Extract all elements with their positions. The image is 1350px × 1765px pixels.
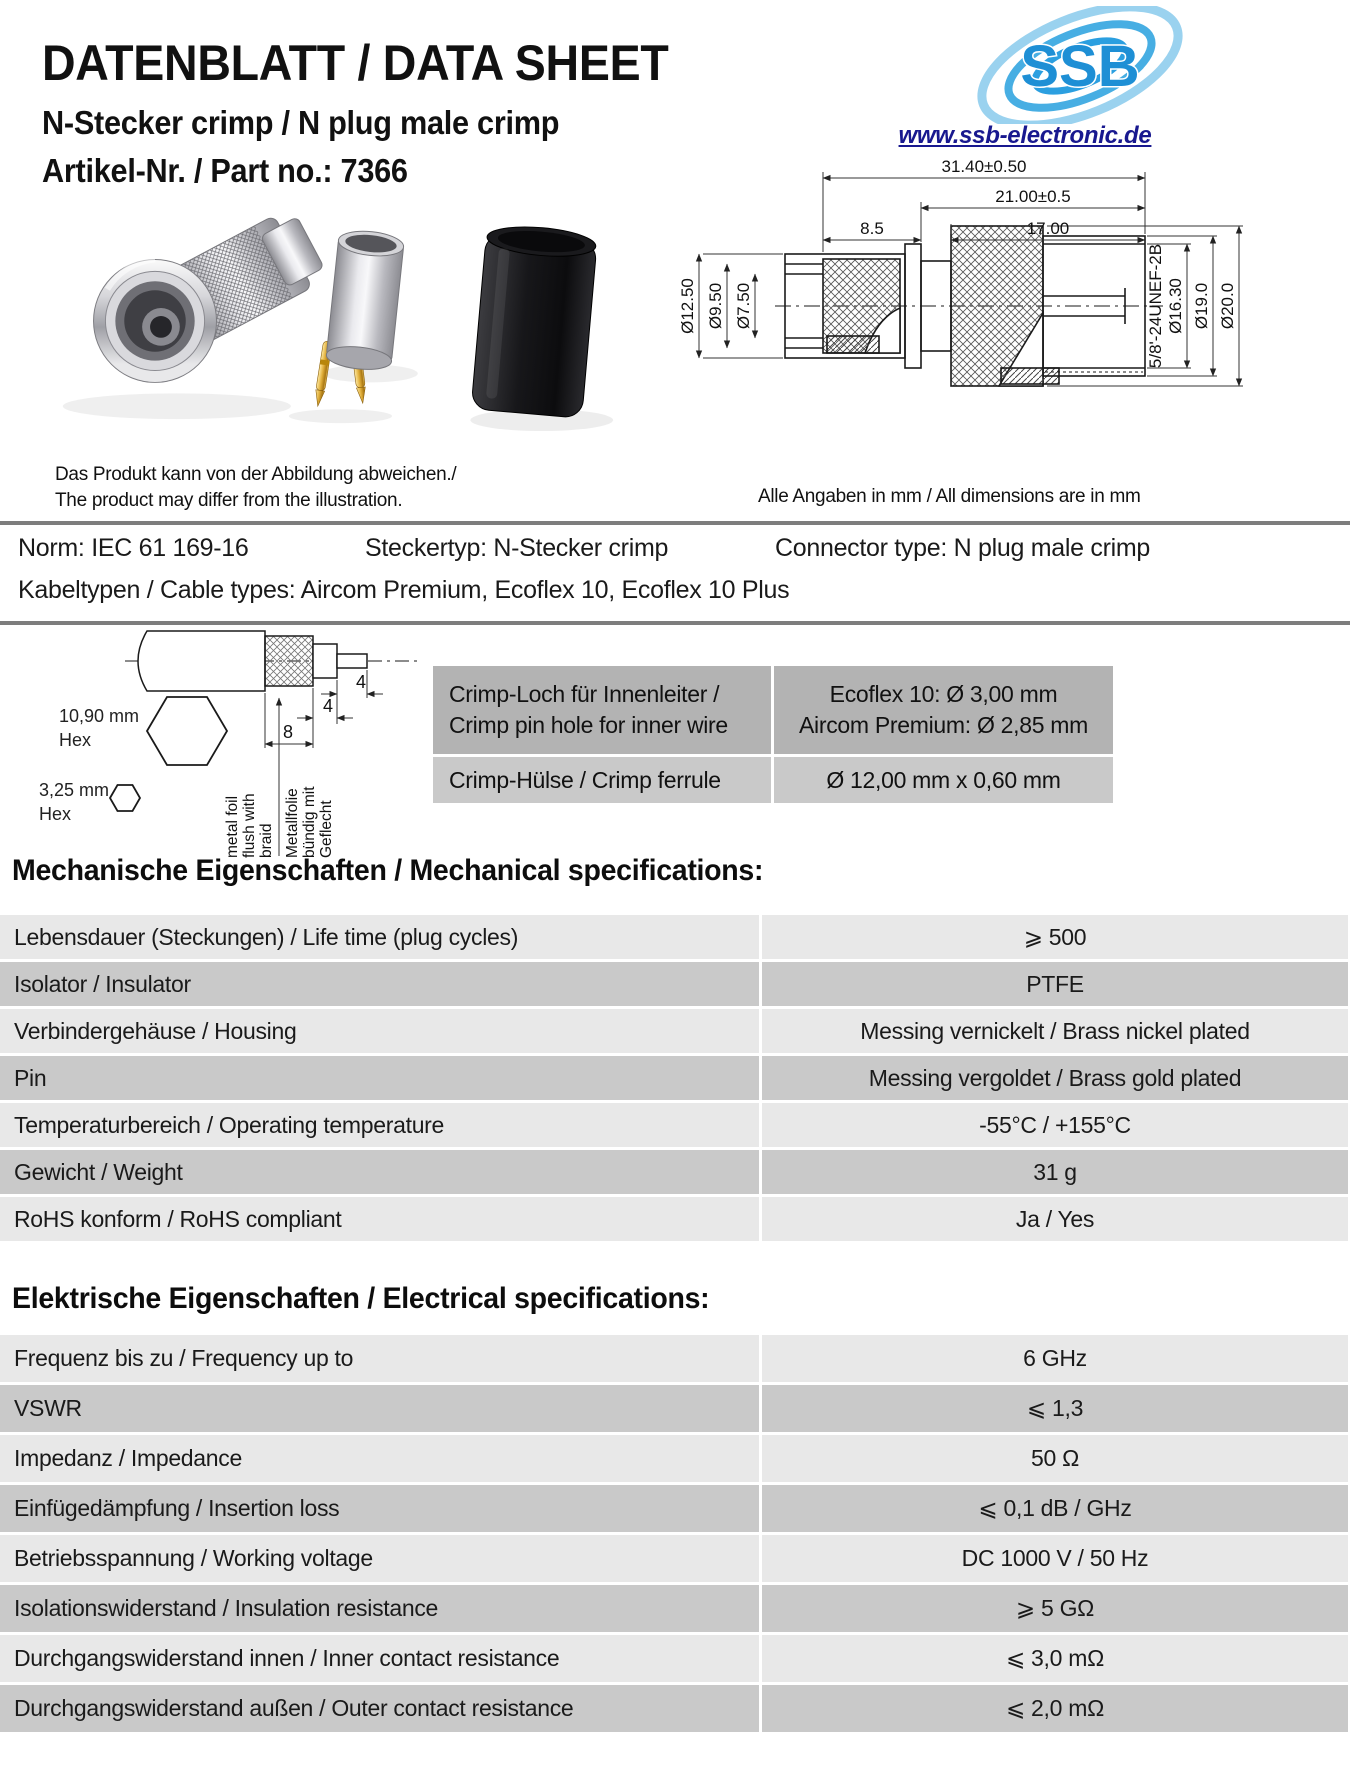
dim-total-length: 31.40±0.50 xyxy=(941,157,1027,176)
table-row: Betriebsspannung / Working voltage DC 1000 V / 50 Hz xyxy=(0,1535,1348,1582)
table-row: Isolator / Insulator PTFE xyxy=(0,962,1348,1006)
dim-front-length: 17.00 xyxy=(1026,219,1070,238)
photo-disclaimer-de: Das Produkt kann von der Abbildung abweichen./ xyxy=(55,464,457,485)
table-row: Durchgangswiderstand außen / Outer contact resistance ⩽ 2,0 mΩ xyxy=(0,1685,1348,1732)
crimp-table xyxy=(433,666,1113,806)
hex-large-unit: Hex xyxy=(59,730,92,750)
connector-section-outline xyxy=(775,226,1163,386)
mechanical-table xyxy=(0,915,1348,1244)
table-row: Verbindergehäuse / Housing Messing vernickelt / Brass nickel plated xyxy=(0,1009,1348,1053)
table-row: Einfügedämpfung / Insertion loss ⩽ 0,1 dB / GHz xyxy=(0,1485,1348,1532)
page-title: DATENBLATT / DATA SHEET xyxy=(42,35,669,91)
heat-shrink-tube xyxy=(471,223,598,418)
dim-body-length: 21.00±0.5 xyxy=(995,187,1071,206)
ssb-logo xyxy=(950,6,1210,124)
table-row: Frequenz bis zu / Frequency up to 6 GHz xyxy=(0,1335,1348,1382)
table-row xyxy=(433,666,1113,754)
hex-small-icon xyxy=(110,785,140,811)
hex-small-size: 3,25 mm xyxy=(39,780,110,800)
product-photo xyxy=(38,190,633,440)
website-link[interactable]: www.ssb-electronic.de xyxy=(898,122,1152,149)
divider xyxy=(0,621,1350,625)
table-row: Isolationswiderstand / Insulation resistance ⩾ 5 GΩ xyxy=(0,1585,1348,1632)
norm-label: Norm: IEC 61 169-16 xyxy=(18,534,249,562)
product-name: N-Stecker crimp / N plug male crimp xyxy=(42,104,560,141)
dim-dia-19: Ø19.0 xyxy=(1192,282,1211,330)
table-row: Durchgangswiderstand innen / Inner contact resistance ⩽ 3,0 mΩ xyxy=(0,1635,1348,1682)
hex-small-unit: Hex xyxy=(39,804,72,824)
divider xyxy=(0,521,1350,525)
part-number: Artikel-Nr. / Part no.: 7366 xyxy=(42,152,408,189)
cable-end-drawing xyxy=(125,631,420,691)
crimp-hole-value: Ecoflex 10: Ø 3,00 mm Aircom Premium: Ø 2,85 mm xyxy=(774,666,1113,754)
drawing-units-note: Alle Angaben in mm / All dimensions are in mm xyxy=(758,486,1141,507)
crimp-hole-label: Crimp-Loch für Innenleiter / Crimp pin hole for inner wire xyxy=(433,666,771,754)
dim-dia-9-5: Ø9.50 xyxy=(706,282,725,330)
technical-drawing xyxy=(655,156,1275,428)
connector-type-en: Connector type: N plug male crimp xyxy=(775,534,1150,562)
crimp-ferrule-value: Ø 12,00 mm x 0,60 mm xyxy=(774,757,1113,803)
photo-disclaimer xyxy=(55,462,456,514)
dim-thread: 5/8'-24UNEF-2B xyxy=(1146,243,1165,369)
mechanical-heading: Mechanische Eigenschaften / Mechanical specifications: xyxy=(12,854,764,887)
connector-body xyxy=(94,206,330,382)
table-row: Gewicht / Weight 31 g xyxy=(0,1150,1348,1194)
table-row: RoHS konform / RoHS compliant Ja / Yes xyxy=(0,1197,1348,1241)
electrical-heading: Elektrische Eigenschaften / Electrical specifications: xyxy=(12,1282,710,1315)
dim-dia-7-5: Ø7.50 xyxy=(734,282,753,330)
photo-disclaimer-en: The product may differ from the illustration. xyxy=(55,490,403,511)
table-row: Lebensdauer (Steckungen) / Life time (plug cycles) ⩾ 500 xyxy=(0,915,1348,959)
dim-rear-length: 8.5 xyxy=(860,219,884,238)
table-row: Pin Messing vergoldet / Brass gold plated xyxy=(0,1056,1348,1100)
note-foil-de: Metallfoliebündig mitGeflecht xyxy=(284,786,335,858)
connector-type-de: Steckertyp: N-Stecker crimp xyxy=(365,534,669,562)
crimp-ferrule xyxy=(325,228,404,372)
hex-large-icon xyxy=(147,697,227,765)
cable-types: Kabeltypen / Cable types: Aircom Premium, Ecoflex 10, Ecoflex 10 Plus xyxy=(18,576,790,604)
table-row: Temperaturbereich / Operating temperature -55°C / +155°C xyxy=(0,1103,1348,1147)
table-row: VSWR ⩽ 1,3 xyxy=(0,1385,1348,1432)
dim-dia-16-3: Ø16.30 xyxy=(1166,278,1185,334)
note-foil-en: metal foilflush withbraid xyxy=(224,793,275,858)
crimp-ferrule-label: Crimp-Hülse / Crimp ferrule xyxy=(433,757,771,803)
ssb-logo-text: SSB xyxy=(1020,34,1140,99)
hex-large-size: 10,90 mm xyxy=(59,706,140,726)
electrical-table xyxy=(0,1335,1348,1735)
table-row: Impedanz / Impedance 50 Ω xyxy=(0,1435,1348,1482)
crimp-preparation-diagram xyxy=(25,626,435,863)
dim-dia-12-5: Ø12.50 xyxy=(678,278,697,334)
dim-inner-conductor: 4 xyxy=(356,672,367,692)
table-row xyxy=(433,757,1113,803)
dim-dia-20: Ø20.0 xyxy=(1218,282,1237,330)
dim-dielectric: 4 xyxy=(323,696,334,716)
dim-braid: 8 xyxy=(283,722,294,742)
